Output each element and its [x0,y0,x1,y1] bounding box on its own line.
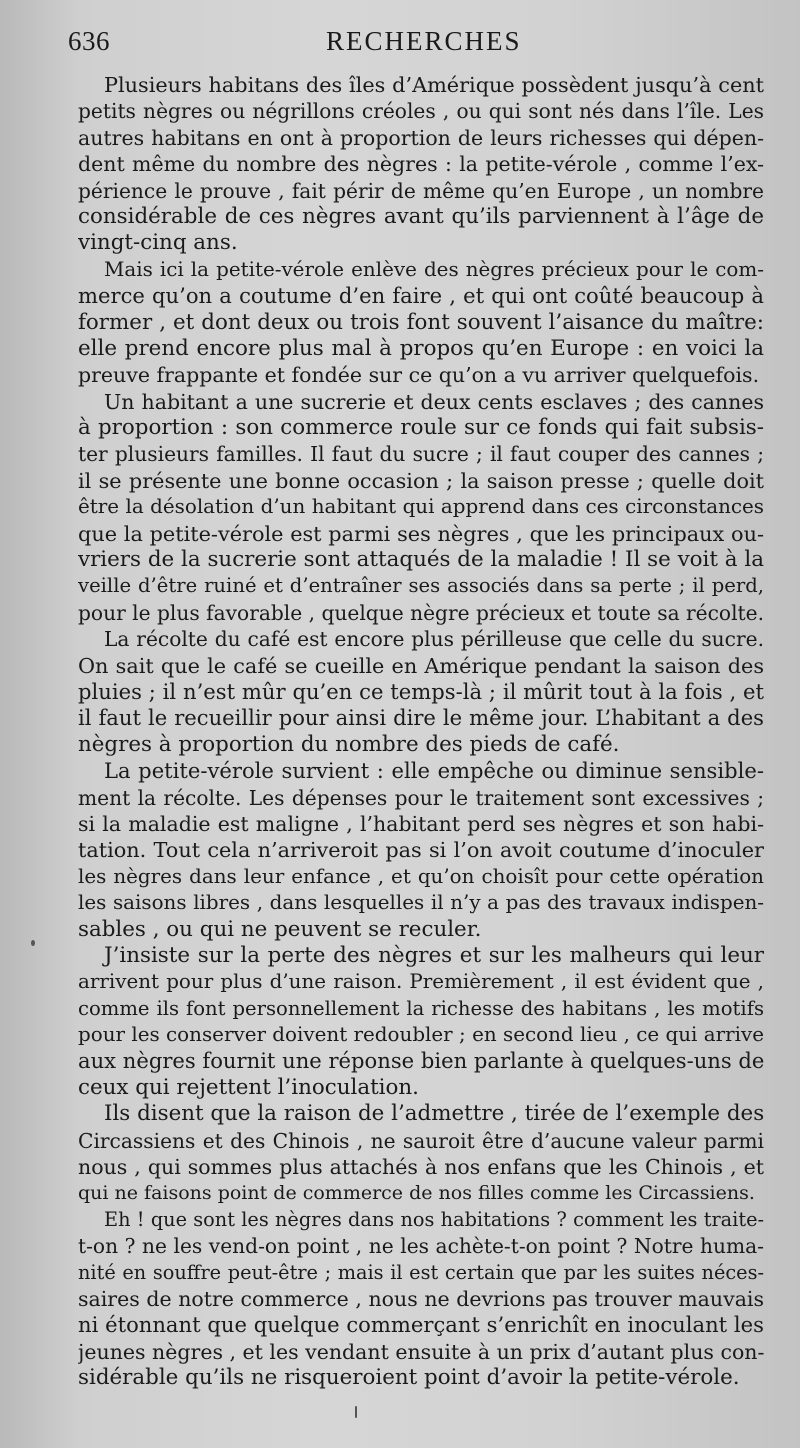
text-line: La récolte du café est encore plus périlleuse que celle du sucre. [104,627,764,652]
text-line: jeunes nègres , et les vendant ensuite à un prix d’autant plus con- [78,1339,764,1364]
text-line: les saisons libres , dans lesquelles il n’y a pas des travaux indispen- [78,891,764,915]
ink-speck [355,1406,357,1418]
text-line: pour le plus favorable , quelque nègre précieux et toute sa récolte. [78,600,764,625]
text-line: il faut le recueillir pour ainsi dire le même jour. L’habitant a des [78,705,764,731]
text-line: veille d’être ruiné et d’entraîner ses associés dans sa perte ; il perd, [78,574,764,598]
text-line: si la maladie est maligne , l’habitant perd ses nègres et son habi- [78,811,764,836]
ink-speck [31,940,35,946]
text-line: nègres à proportion du nombre des pieds de café. [78,731,620,757]
text-line: On sait que le café se cueille en Amérique pendant la saison des [78,653,764,678]
text-line: Eh ! que sont les nègres dans nos habitations ? comment les traite- [104,1207,764,1231]
text-line: tation. Tout cela n’arriveroit pas si l’on avoit coutume d’inoculer [78,838,764,863]
text-line: ni étonnant que quelque commerçant s’enrichît en inoculant les [78,1312,764,1338]
text-line: vriers de la sucrerie sont attaqués de la maladie ! Il se voit à la [78,547,764,573]
text-line: être la désolation d’un habitant qui apprend dans ces circonstances [78,495,764,519]
text-line: nous , qui sommes plus attachés à nos enfans que les Chinois , et [78,1155,764,1180]
text-line: ment la récolte. Les dépenses pour le traitement sont excessives ; [78,785,764,810]
text-line: saires de notre commerce , nous ne devrions pas trouver mauvais [78,1286,764,1311]
text-line: Circassiens et des Chinois , ne sauroit être d’aucune valeur parmi [78,1128,764,1153]
text-line: les nègres dans leur enfance , et qu’on choisît pour cette opération [78,864,764,888]
running-head: RECHERCHES [326,26,522,56]
page-header [0,24,800,64]
text-line: former , et dont deux ou trois font souvent l’aisance du maître: [78,309,764,335]
text-line: qui ne faisons point de commerce de nos filles comme les Circassiens. [78,1182,755,1205]
text-line: considérable de ces nègres avant qu’ils parviennent à l’âge de [78,203,764,229]
text-line: sidérable qu’ils ne risqueroient point d’avoir la petite-vérole. [78,1365,740,1391]
text-line: La petite-vérole survient : elle empêche ou diminue sensible- [104,758,764,784]
text-line: petits nègres ou négrillons créoles , ou qui sont nés dans l’île. Les [78,99,764,124]
text-line: Mais ici la petite-vérole enlève des nègres précieux pour le com- [104,257,764,281]
text-line: Ils disent que la raison de l’admettre , tirée de l’exemple des [104,1101,764,1127]
text-line: aux nègres fournit une réponse bien parlante à quelques-uns de [78,1048,764,1074]
text-line: il se présente une bonne occasion ; la saison presse ; quelle doit [78,468,764,493]
text-line: pour les conserver doivent redoubler ; en second lieu , ce qui arrive [78,1023,764,1047]
text-line: pluies ; il n’est mûr qu’en ce temps-là ; il mûrit tout à la fois , et [78,678,764,704]
page-number: 636 [68,26,110,56]
text-line: ter plusieurs familles. Il faut du sucre ; il faut couper des cannes ; [78,442,764,467]
text-line: ceux qui rejettent l’inoculation. [78,1074,419,1100]
text-line: à proportion : son commerce roule sur ce fonds qui fait subsis- [78,415,764,441]
text-line: sables , ou qui ne peuvent se reculer. [78,916,482,942]
text-line: Plusieurs habitans des îles d’Amérique possèdent jusqu’à cent [104,73,764,97]
text-line: comme ils font personnellement la richesse des habitans , les motifs [78,996,764,1020]
text-line: J’insiste sur la perte des nègres et sur les malheurs qui leur [104,942,764,968]
text-line: autres habitans en ont à proportion de leurs richesses qui dépen- [78,125,764,150]
text-line: Un habitant a une sucrerie et deux cents esclaves ; des cannes [104,389,764,414]
text-line: que la petite-vérole est parmi ses nègres , que les principaux ou- [78,521,764,546]
body-text [78,72,764,1392]
text-line: arrivent pour plus d’une raison. Premièrement , il est évident que , [78,970,764,994]
text-line: preuve frappante et fondée sur ce qu’on a vu arriver quelquefois. [78,363,760,388]
text-line: t-on ? ne les vend-on point , ne les achète-t-on point ? Notre huma- [78,1234,764,1259]
text-line: merce qu’on a coutume d’en faire , et qui ont coûté beaucoup à [78,283,764,309]
text-line: dent même du nombre des nègres : la petite-vérole , comme l’ex- [78,152,764,177]
text-line: nité en souffre peut-être ; mais il est certain que par les suites néces- [78,1260,764,1284]
text-line: elle prend encore plus mal à propos qu’en Europe : en voici la [78,335,764,361]
text-line: périence le prouve , fait périr de même qu’en Europe , un nombre [78,178,764,203]
text-line: vingt-cinq ans. [78,230,238,256]
